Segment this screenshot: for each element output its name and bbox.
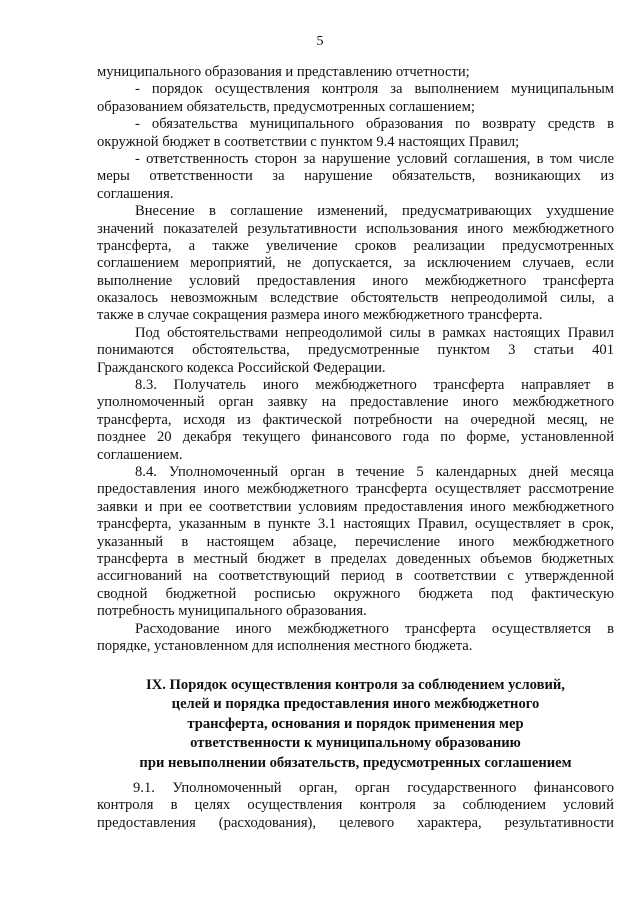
text-line: также в случае сокращения размера иного межбюджетного трансферта. — [97, 307, 543, 324]
text-line: образованием обязательств, предусмотренных соглашением; — [97, 98, 475, 115]
text-line: уполномоченный орган заявку на предоставление иного межбюджетного — [97, 394, 614, 411]
text-line: трансферта в местный бюджет в пределах доведенных объемов бюджетных — [97, 550, 614, 567]
text-line: Внесение в соглашение изменений, предусматривающих ухудшение — [135, 203, 614, 220]
text-line: соглашением. — [97, 446, 183, 463]
text-line: контроля в целях осуществления контроля за соблюдением условий — [97, 797, 614, 814]
text-line: выполнение условий предоставления иного межбюджетного трансферта — [97, 272, 614, 289]
text-line: 8.4. Уполномоченный орган в течение 5 календарных дней месяца — [135, 463, 614, 480]
text-line: понимаются обстоятельства, предусмотренные пунктом 3 статьи 401 — [97, 342, 614, 359]
text-line: сводной бюджетной росписью окружного бюджета под фактическую — [97, 585, 614, 602]
heading-line: трансферта, основания и порядок применения мер — [187, 715, 524, 732]
heading-line: ответственности к муниципальному образованию — [190, 735, 521, 752]
text-line: позднее 20 декабря текущего финансового года по форме, установленной — [97, 429, 614, 446]
heading-line: при невыполнении обязательств, предусмотренных соглашением — [139, 754, 572, 771]
text-line: предоставления (расходования), целевого характера, результативности — [97, 814, 614, 831]
heading-line: целей и порядка предоставления иного межбюджетного — [171, 696, 540, 713]
text-line: указанный в настоящем абзаце, перечисление иного межбюджетного — [97, 533, 614, 550]
text-line: 9.1. Уполномоченный орган, орган государственного финансового — [133, 780, 614, 796]
text-line: - обязательства муниципального образования по возврату средств в — [135, 116, 614, 133]
text-line: трансферта, исходя из фактической потребности на очередной месяц, не — [97, 411, 614, 428]
text-line: потребность муниципального образования. — [97, 603, 367, 620]
text-line: соглашением мероприятий, не допускается, за исключением случаев, если — [97, 255, 614, 272]
text-line: заявки и при ее соответствии условиям предоставления иного межбюджетного — [97, 498, 614, 515]
text-line: ассигнований на соответствующий период в соответствии с утвержденной — [97, 568, 614, 585]
text-line: порядке, установленном для исполнения местного бюджета. — [97, 637, 473, 654]
text-line: значений показателей результативности использования иного межбюджетного — [97, 220, 614, 237]
text-line: трансферта, указанным в пункте 3.1 настоящих Правил, осуществляет в срок, — [97, 516, 614, 533]
text-line: оказалось невозможным вследствие обстоятельств непреодолимой силы, а — [97, 290, 614, 307]
heading-line: IX. Порядок осуществления контроля за соблюдением условий, — [146, 677, 565, 693]
body-text-tail — [97, 780, 614, 832]
text-line: Расходование иного межбюджетного трансферта осуществляется в — [135, 620, 614, 637]
text-line: соглашения. — [97, 185, 174, 202]
page-number: 5 — [316, 34, 324, 49]
text-line: Гражданского кодекса Российской Федерации. — [97, 359, 386, 376]
text-line: - ответственность сторон за нарушение условий соглашения, в том числе — [135, 150, 614, 167]
text-line: трансферта, а также увеличение сроков реализации предусмотренных — [97, 237, 614, 254]
text-line: Под обстоятельствами непреодолимой силы в рамках настоящих Правил — [135, 324, 614, 341]
text-line: окружной бюджет в соответствии с пунктом 9.4 настоящих Правил; — [97, 133, 520, 150]
text-line: муниципального образования и представлению отчетности; — [97, 64, 470, 80]
body-text-top — [97, 64, 614, 655]
section-heading — [97, 676, 614, 773]
text-line: меры ответственности за нарушение обязательств, возникающих из — [97, 168, 614, 185]
text-line: 8.3. Получатель иного межбюджетного трансферта направляет в — [135, 377, 614, 394]
text-line: - порядок осуществления контроля за выполнением муниципальным — [135, 81, 614, 98]
text-line: предоставления иного межбюджетного трансферта осуществляет рассмотрение — [97, 481, 614, 498]
